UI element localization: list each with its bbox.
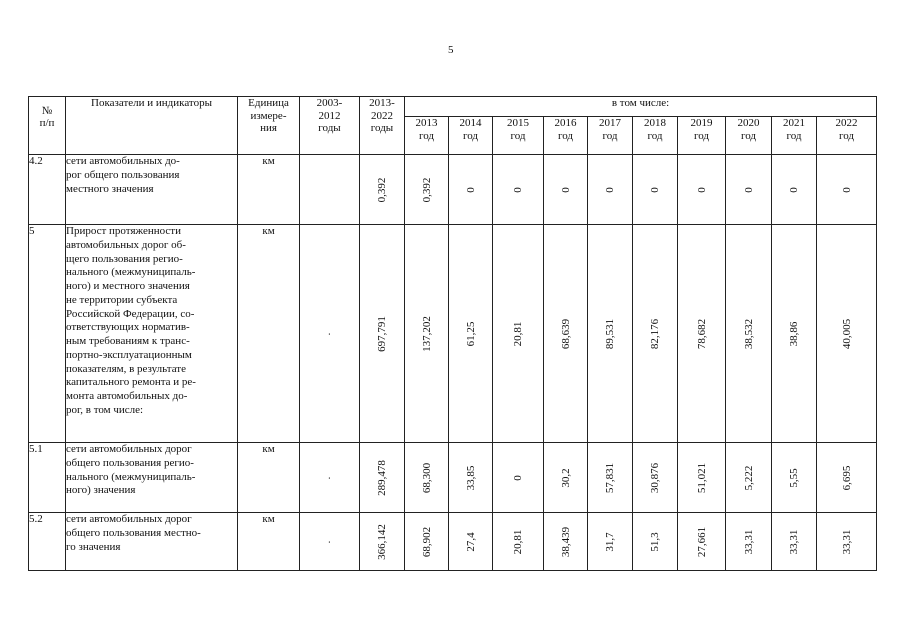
header-indicator: Показатели и индикаторы (66, 97, 238, 155)
table-row (29, 225, 877, 443)
row-unit: км (238, 443, 300, 513)
row-year-cell (493, 443, 544, 513)
row-year-cell-value: 27,4 (464, 531, 477, 552)
header-year: 2019 год (678, 117, 726, 155)
row-year-cell-value: 0,392 (420, 177, 433, 202)
row-year-cell (772, 155, 817, 225)
row-year-cell-value: 68,300 (420, 462, 433, 493)
row-total-2013-2022 (360, 443, 405, 513)
row-total-2013-2022-value: 0,392 (376, 177, 388, 202)
header-period-2013-2022: 2013- 2022 годы (360, 97, 405, 155)
row-number: 4.2 (29, 155, 66, 225)
row-year-cell (449, 155, 493, 225)
row-total-2013-2022-value: 289,478 (376, 459, 388, 496)
row-year-cell-value: 89,531 (604, 318, 616, 349)
row-year-cell (817, 513, 877, 571)
row-year-cell (449, 225, 493, 443)
row-total-2013-2022-value: 366,142 (376, 523, 388, 560)
row-year-cell (405, 513, 449, 571)
row-year-cell-value: 6,695 (840, 465, 853, 490)
row-year-cell-value: 0 (840, 186, 853, 193)
row-year-cell-value: 40,005 (840, 318, 853, 349)
row-period-2003-2012 (300, 443, 360, 513)
row-year-cell-value: 27,661 (695, 526, 708, 557)
header-year: 2022 год (817, 117, 877, 155)
header-year: 2017 год (588, 117, 633, 155)
row-total-2013-2022 (360, 513, 405, 571)
row-total-2013-2022-value: 697,791 (376, 315, 388, 352)
row-year-cell-value: 0 (788, 186, 800, 193)
table-row (29, 443, 877, 513)
header-year: 2021 год (772, 117, 817, 155)
row-year-cell (449, 443, 493, 513)
row-year-cell (449, 513, 493, 571)
row-number: 5 (29, 225, 66, 443)
row-year-cell (817, 443, 877, 513)
row-year-cell (772, 443, 817, 513)
page-number: 5 (448, 44, 454, 56)
row-year-cell (544, 225, 588, 443)
row-number: 5.2 (29, 513, 66, 571)
row-year-cell (544, 155, 588, 225)
row-year-cell-value: 5,55 (788, 467, 800, 488)
row-year-cell (633, 225, 678, 443)
header-num: № п/п (29, 97, 66, 155)
row-year-cell (588, 155, 633, 225)
row-year-cell (588, 513, 633, 571)
row-year-cell-value: 51,3 (649, 531, 661, 552)
row-year-cell (405, 443, 449, 513)
row-year-cell-value: 68,902 (420, 526, 433, 557)
header-year: 2013 год (405, 117, 449, 155)
row-year-cell-value: 33,85 (464, 465, 477, 490)
row-year-cell (405, 225, 449, 443)
row-number: 5.1 (29, 443, 66, 513)
row-indicator: сети автомобильных дорог общего пользования регио- нального (межмуниципаль- ного) значения (66, 443, 238, 513)
row-year-cell-value: 38,439 (559, 526, 572, 557)
row-year-cell-value: 61,25 (464, 321, 477, 346)
row-indicator: Прирост протяженности автомобильных дорог об- щего пользования регио- нального (межмуниципаль- ного) и местного значения не территории субъекта Российской Федерации, со- ответствующих норматив- ным требованиям к транс- портно-эксплуатационным показателям, в результате капитального ремонта и ре- монта автомобильных до- рог, в том числе: (66, 225, 238, 443)
row-year-cell-value: 0 (695, 186, 708, 193)
row-period-2003-2012-value: · (323, 539, 336, 544)
table-row (29, 513, 877, 571)
row-year-cell (633, 513, 678, 571)
table-row (29, 155, 877, 225)
row-year-cell (726, 155, 772, 225)
row-period-2003-2012-value: · (323, 331, 336, 336)
row-year-cell-value: 0 (742, 186, 755, 193)
row-year-cell-value: 31,7 (604, 531, 616, 552)
row-year-cell-value: 0 (559, 186, 572, 193)
row-year-cell-value: 30,876 (649, 462, 661, 493)
row-year-cell-value: 20,81 (512, 529, 524, 554)
row-year-cell-value: 33,31 (742, 529, 755, 554)
row-year-cell (678, 513, 726, 571)
row-year-cell (772, 513, 817, 571)
row-year-cell (678, 443, 726, 513)
row-year-cell (588, 443, 633, 513)
row-unit: км (238, 155, 300, 225)
header-year: 2015 год (493, 117, 544, 155)
row-year-cell (588, 225, 633, 443)
row-indicator: сети автомобильных дорог общего пользования местно- го значения (66, 513, 238, 571)
row-year-cell (405, 155, 449, 225)
row-year-cell-value: 0 (512, 186, 524, 193)
indicators-table (28, 96, 877, 571)
header-year: 2014 год (449, 117, 493, 155)
row-year-cell (633, 155, 678, 225)
row-year-cell (493, 155, 544, 225)
row-year-cell-value: 33,31 (788, 529, 800, 554)
row-unit: км (238, 513, 300, 571)
row-year-cell (726, 513, 772, 571)
header-year: 2016 год (544, 117, 588, 155)
row-year-cell-value: 20,81 (512, 321, 524, 346)
row-year-cell-value: 33,31 (840, 529, 853, 554)
row-year-cell (772, 225, 817, 443)
row-year-cell-value: 0 (464, 186, 477, 193)
row-year-cell (726, 443, 772, 513)
row-year-cell-value: 51,021 (695, 462, 708, 493)
header-period-2003-2012: 2003- 2012 годы (300, 97, 360, 155)
row-year-cell (678, 155, 726, 225)
row-year-cell-value: 38,532 (742, 318, 755, 349)
row-year-cell-value: 57,831 (604, 462, 616, 493)
row-year-cell-value: 0 (604, 186, 616, 193)
row-unit: км (238, 225, 300, 443)
row-year-cell-value: 78,682 (695, 318, 708, 349)
header-year: 2018 год (633, 117, 678, 155)
header-unit: Единица измере- ния (238, 97, 300, 155)
row-period-2003-2012 (300, 155, 360, 225)
row-year-cell (726, 225, 772, 443)
row-year-cell (544, 443, 588, 513)
row-year-cell-value: 38,86 (788, 321, 800, 346)
row-year-cell-value: 0 (512, 474, 524, 481)
row-period-2003-2012-value: · (323, 475, 336, 480)
row-total-2013-2022 (360, 225, 405, 443)
row-year-cell (678, 225, 726, 443)
row-year-cell-value: 68,639 (559, 318, 572, 349)
row-total-2013-2022 (360, 155, 405, 225)
row-period-2003-2012 (300, 513, 360, 571)
row-year-cell (493, 513, 544, 571)
row-year-cell (493, 225, 544, 443)
row-period-2003-2012 (300, 225, 360, 443)
row-indicator: сети автомобильных до- рог общего пользования местного значения (66, 155, 238, 225)
row-year-cell-value: 137,202 (420, 315, 433, 352)
header-including: в том числе: (405, 97, 877, 117)
row-year-cell (817, 155, 877, 225)
row-year-cell-value: 0 (649, 186, 661, 193)
row-year-cell (633, 443, 678, 513)
row-year-cell (544, 513, 588, 571)
header-year: 2020 год (726, 117, 772, 155)
row-year-cell-value: 30,2 (559, 467, 572, 488)
row-year-cell (817, 225, 877, 443)
row-year-cell-value: 82,176 (649, 318, 661, 349)
row-year-cell-value: 5,222 (742, 465, 755, 490)
